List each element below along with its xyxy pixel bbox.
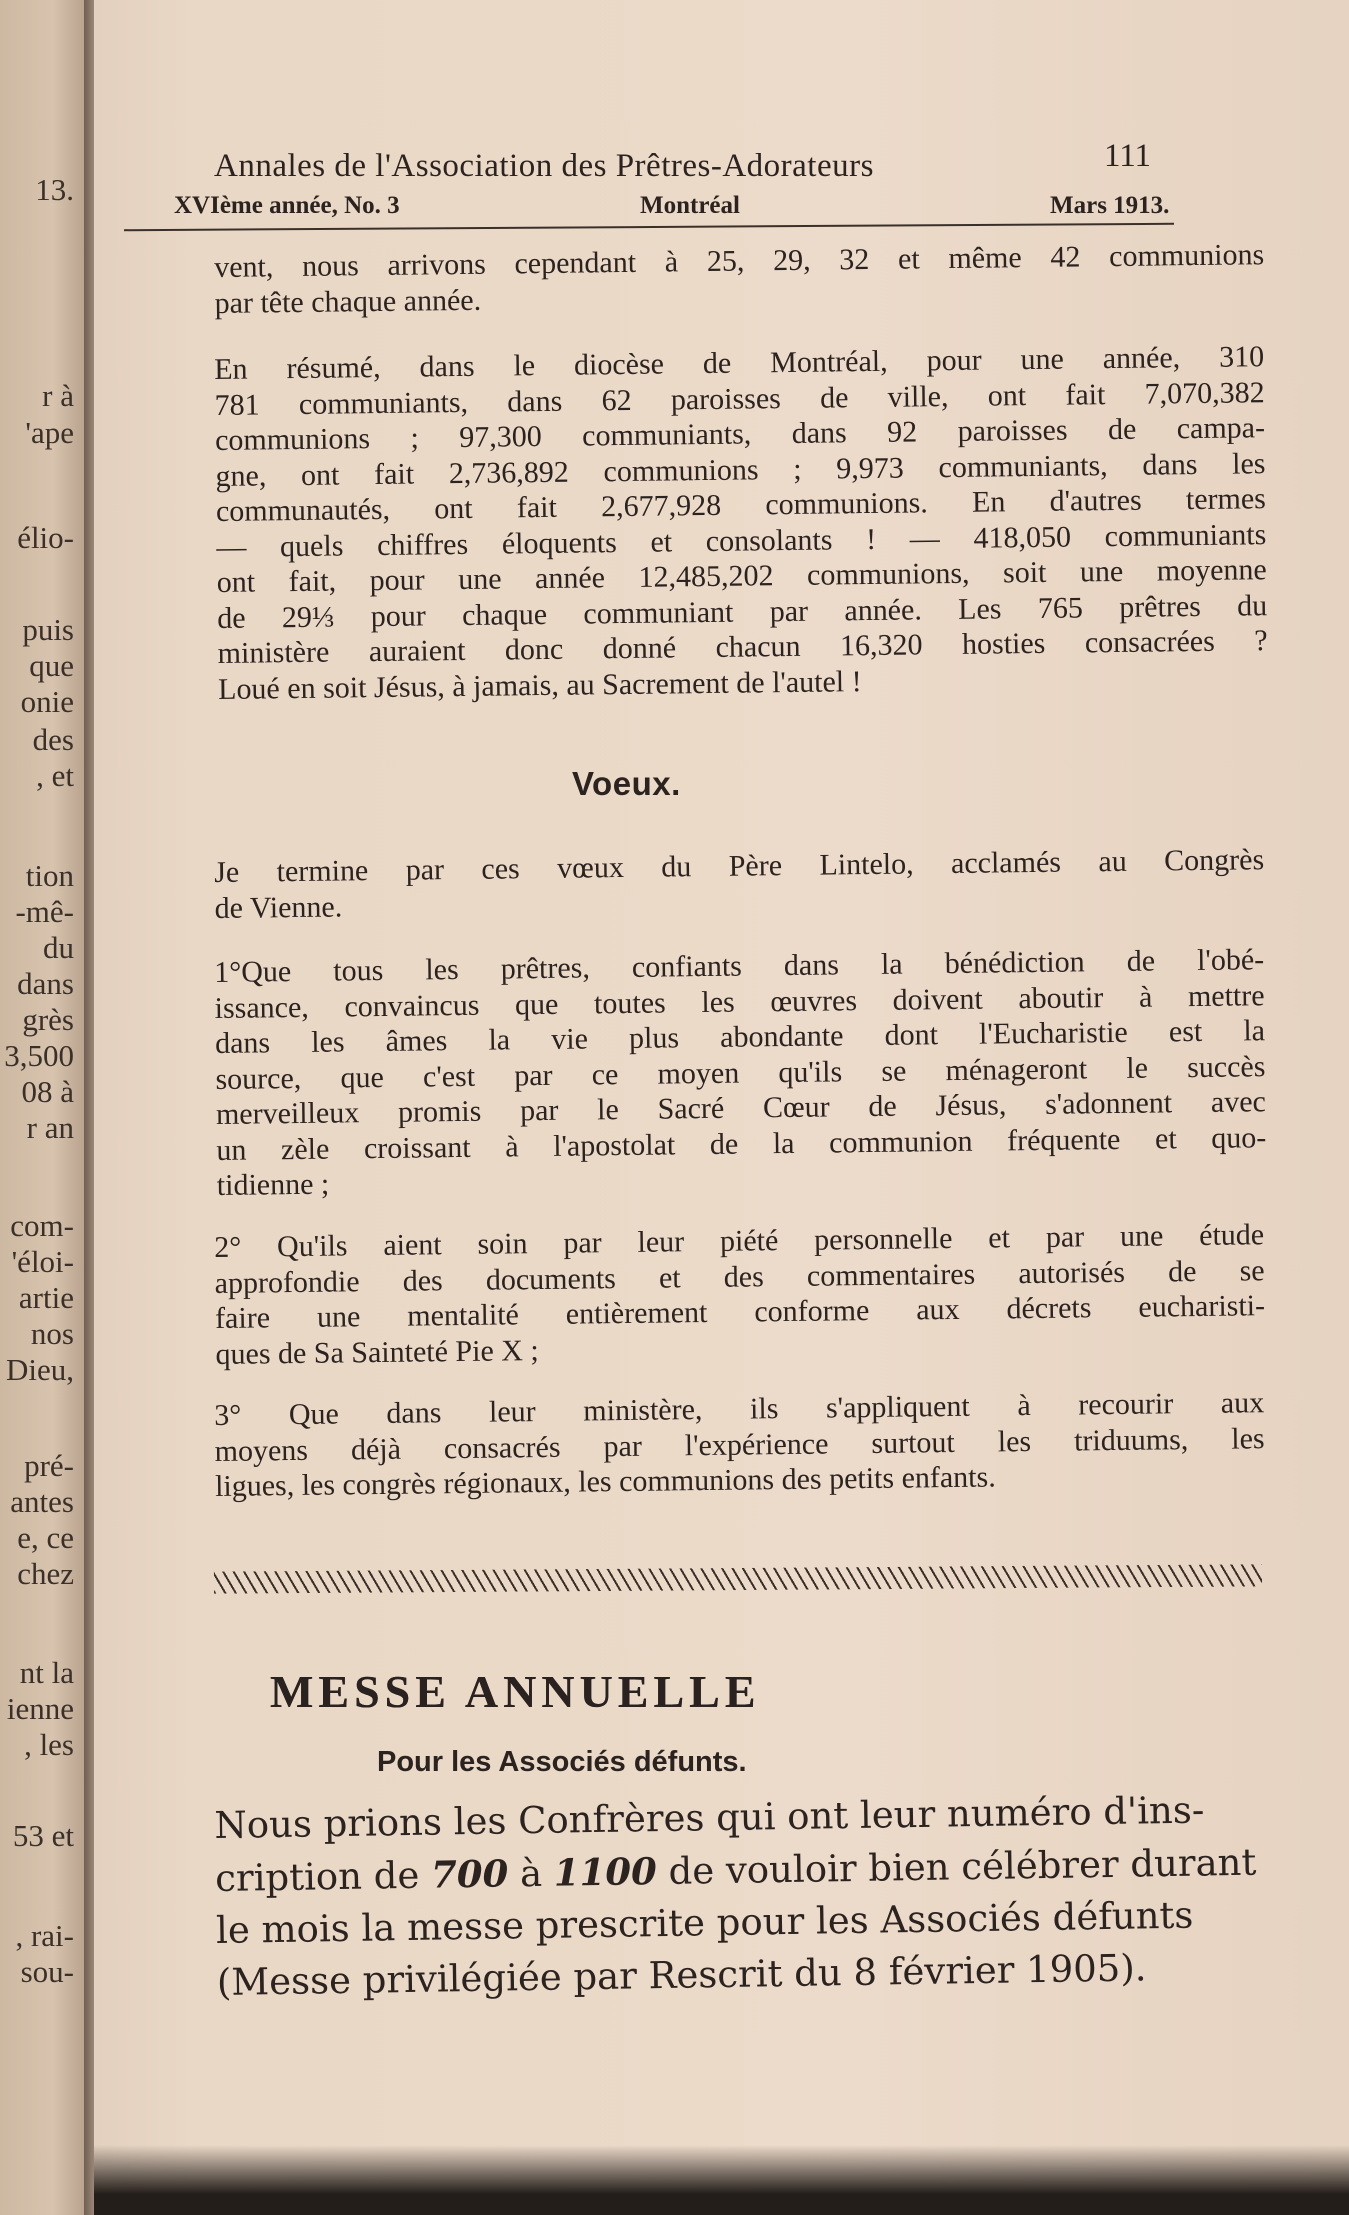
left-fragment: tion [25,858,74,893]
header-rule [124,223,1174,231]
text-fragment: de vouloir bien célébrer durant [656,1840,1257,1894]
resume-paragraph [214,339,1268,707]
text-line: de Vienne. [214,889,343,925]
left-fragment: que [29,648,74,683]
left-fragment: 53 et [12,1818,74,1853]
text-line: vent, nous arrivons cependant à 25, 29, 32 et même 42 communions [214,238,1265,284]
left-fragment: sou- [20,1954,74,1989]
text-line: ligues, les congrès régionaux, les communions des petits enfants. [214,1460,996,1503]
text-line: 2° Qu'ils aient soin par leur piété personnelle et par une étude [214,1218,1265,1264]
text-line: communions ; 97,300 communiants, dans 92 paroisses de campa- [214,411,1266,457]
running-title: Annales de l'Association des Prêtres-Adorateurs [214,148,874,184]
text-line: ont fait, pour une année 12,485,202 communions, soit une moyenne [216,553,1267,599]
left-fragment: antes [10,1484,74,1519]
text-line: merveilleux promis par le Sacré Cœur de Jésus, s'adonnent avec [215,1085,1267,1131]
left-fragment: 'éloi- [11,1244,74,1279]
left-fragment: 3,500 [4,1038,74,1073]
text-line: Loué en soit Jésus, à jamais, au Sacrement de l'autel ! [217,664,862,706]
issue-date: Mars 1913. [1050,192,1170,219]
left-fragment: -mê- [15,894,74,929]
text-line: dans les âmes la vie plus abondante dont l'Eucharistie est la [214,1014,1266,1060]
left-fragment: 08 à [21,1074,74,1109]
voeu-3-paragraph [214,1385,1265,1504]
left-fragment: du [43,930,74,965]
text-line: source, que c'est par ce moyen qu'ils se ménageront le succès [215,1049,1266,1096]
messe-paragraph [214,1784,1267,2009]
left-fragment: Dieu, [5,1352,74,1387]
left-fragment: pré- [24,1448,74,1483]
ornamental-divider [214,1564,1262,1593]
text-line: Je termine par ces vœux du Père Lintelo, acclamés au Congrès [214,843,1265,889]
left-fragment: com- [10,1208,74,1243]
left-fragment: dans [17,966,74,1001]
voeux-intro-paragraph [214,842,1265,926]
left-fragment: r à [42,378,74,413]
left-fragment: nos [30,1316,74,1351]
text-line: 1°Que tous les prêtres, confiants dans la bénédiction de l'obé- [214,943,1265,989]
edition-label: XVIème année, No. 3 [174,192,400,219]
text-line: moyens déjà consacrés par l'expérience surtout les triduums, les [214,1421,1265,1468]
text-line: En résumé, dans le diocèse de Montréal, pour une année, 310 [214,340,1265,386]
left-fragment: e, ce [17,1520,74,1555]
voeu-2-paragraph [214,1217,1266,1372]
text-line: de 29⅓ pour chaque communiant par année. Les 765 prêtres du [217,588,1268,635]
left-fragment: grès [22,1002,74,1037]
left-fragment: onie [20,684,74,719]
left-fragment: des [32,722,74,757]
text-fragment: cription de [214,1853,432,1900]
text-line: issance, convaincus que toutes les œuvres doivent aboutir à mettre [214,978,1265,1025]
left-fragment: élio- [17,520,74,555]
text-line: communautés, ont fait 2,677,928 communions. En d'autres termes [215,482,1267,528]
intro-paragraph [214,237,1265,321]
left-fragment: r an [26,1110,74,1145]
left-fragment: chez [17,1556,74,1591]
left-fragment: , les [24,1727,74,1762]
text-line: gne, ont fait 2,736,892 communions ; 9,973 communiants, dans les [215,446,1266,493]
text-line: ministère auraient donc donné chacun 16,320 hosties consacrées ? [217,624,1268,670]
left-fragment: ienne [6,1691,74,1726]
text-line: ques de Sa Sainteté Pie X ; [215,1333,539,1371]
left-fragment: , et [36,758,74,793]
range-start-number: 700 [430,1851,509,1897]
text-line: 3° Que dans leur ministère, ils s'appliquent à recourir aux [214,1386,1265,1432]
left-fragment: nt la [19,1655,74,1690]
text-line: (Messe privilégiée par Rescrit du 8 février 1905). [216,1946,1147,2004]
voeu-1-paragraph [214,942,1267,1203]
text-line: — quels chiffres éloquents et consolants ! — 418,050 communiants [216,517,1267,564]
left-fragment: 'ape [25,415,74,450]
messe-annuelle-title: MESSE ANNUELLE [270,1666,761,1717]
text-line: approfondie des documents et des commentaires autorisés de se [214,1253,1265,1300]
text-line: Nous prions les Confrères qui ont leur numéro d'ins- [214,1788,1205,1847]
text-line: par tête chaque année. [214,283,482,320]
right-page [94,0,1349,2215]
text-line: 781 communiants, dans 62 paroisses de ville, ont fait 7,070,382 [214,375,1265,422]
left-fragment: artie [18,1280,74,1315]
page-number: 111 [1104,138,1152,174]
range-end-number: 1100 [553,1849,658,1895]
section-heading-voeux: Voeux. [572,765,681,802]
text-line: tidienne ; [216,1167,330,1202]
left-page-edge [0,0,88,2215]
text-line: faire une mentalité entièrement conforme aux décrets eucharisti- [214,1289,1266,1335]
left-fragment: puis [22,612,74,647]
text-line: le mois la messe prescrite pour les Associés défunts [215,1893,1194,1952]
left-fragment: , rai- [15,1918,74,1953]
text-fragment: à [507,1851,555,1896]
book-binding-shadow [94,2145,1349,2215]
left-fragment: 13. [35,172,74,207]
text-line: un zèle croissant à l'apostolat de la communion fréquente et quo- [216,1120,1267,1167]
city-label: Montréal [640,192,740,219]
messe-subtitle: Pour les Associés défunts. [377,1746,747,1778]
